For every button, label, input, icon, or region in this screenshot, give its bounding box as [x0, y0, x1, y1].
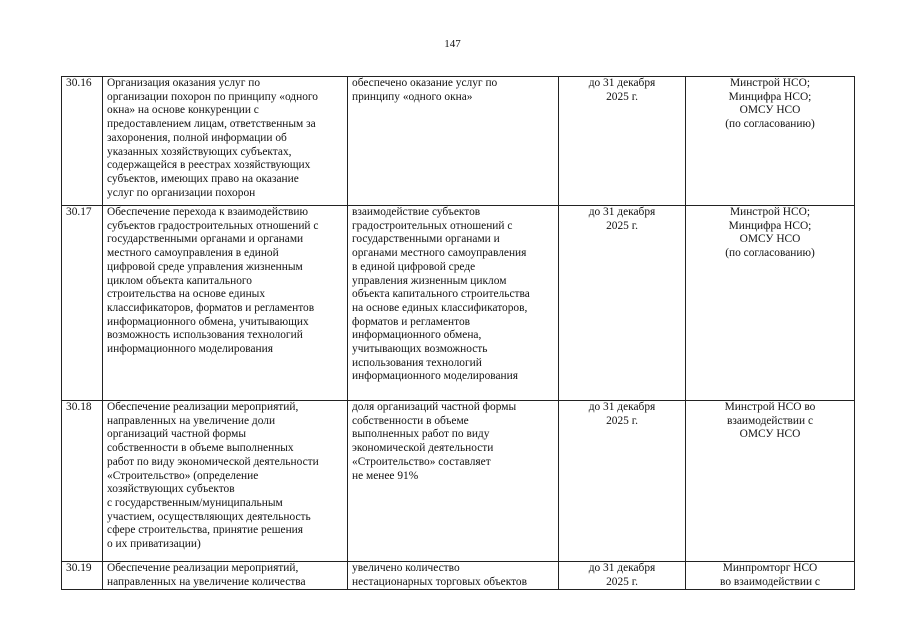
text-line: градостроительных отношений с: [352, 219, 513, 232]
text-line: доля организаций частной формы: [352, 401, 517, 413]
text-line: управления жизненным циклом: [352, 274, 507, 287]
text-line: выполненных работ по виду: [352, 428, 490, 441]
text-line: увеличено количество: [352, 562, 460, 574]
text-line: Минстрой НСО;: [729, 77, 811, 89]
text-line: до 31 декабря: [588, 206, 656, 218]
text-line: информационного моделирования: [107, 343, 273, 356]
task-description: [103, 401, 348, 562]
text-line: окна» на основе конкуренции с: [107, 104, 259, 117]
text-line: 2025 г.: [606, 575, 638, 588]
task-description: [103, 562, 348, 590]
task-description: [103, 206, 348, 401]
text-line: обеспечено оказание услуг по: [352, 77, 498, 89]
text-line: собственности в объеме: [352, 414, 469, 427]
text-line: учитывающих возможность: [352, 343, 488, 356]
text-line: государственными органами и органами: [107, 233, 304, 246]
responsible-executors: [686, 562, 855, 590]
text-line: на основе единых классификаторов,: [352, 301, 528, 314]
text-line: Организация оказания услуг по: [107, 77, 261, 89]
text-line: предоставлением лицам, ответственным за: [107, 118, 316, 131]
text-line: циклом объекта капитального: [107, 274, 252, 287]
text-line: в единой цифровой среде: [352, 260, 476, 273]
task-description: [103, 77, 348, 206]
text-line: экономической деятельности: [352, 442, 494, 455]
text-line: хозяйствующих субъектов: [107, 483, 235, 496]
text-line: строительства на основе единых: [107, 288, 266, 301]
text-line: 2025 г.: [606, 414, 638, 427]
expected-result: [348, 77, 559, 206]
text-line: Минстрой НСО во: [724, 401, 816, 413]
expected-result: [348, 401, 559, 562]
text-line: форматов и регламентов: [352, 315, 471, 328]
text-line: государственными органами и: [352, 233, 500, 246]
text-line: не менее 91%: [352, 469, 419, 482]
text-line: информационного обмена, учитывающих: [107, 315, 309, 328]
text-line: организаций частной формы: [107, 428, 247, 441]
text-line: «Строительство» составляет: [352, 455, 491, 468]
text-line: Обеспечение реализации мероприятий,: [107, 562, 299, 574]
text-line: органами местного самоуправления: [352, 247, 527, 260]
text-line: работ по виду экономической деятельности: [107, 455, 319, 468]
text-line: ОМСУ НСО: [739, 104, 801, 117]
text-line: во взаимодействии с: [720, 575, 820, 588]
text-line: с государственным/муниципальным: [107, 496, 283, 509]
text-line: (по согласованию): [725, 247, 815, 260]
item-number: 30.17: [62, 206, 103, 401]
text-line: услуг по организации похорон: [107, 186, 256, 199]
expected-result: [348, 562, 559, 590]
text-line: участием, осуществляющих деятельность: [107, 510, 311, 523]
text-line: возможность использования технологий: [107, 329, 303, 342]
item-number: 30.16: [62, 77, 103, 206]
text-line: принципу «одного окна»: [352, 90, 473, 103]
text-line: организации похорон по принципу «одного: [107, 90, 318, 103]
text-line: Обеспечение перехода к взаимодействию: [107, 206, 309, 218]
text-line: ОМСУ НСО: [739, 428, 801, 441]
table-row: [62, 562, 855, 590]
table-row: [62, 77, 855, 206]
table-row: [62, 206, 855, 401]
text-line: (по согласованию): [725, 118, 815, 131]
deadline: [559, 77, 686, 206]
text-line: информационного моделирования: [352, 370, 518, 383]
text-line: направленных на увеличение количества: [107, 575, 306, 588]
text-line: нестационарных торговых объектов: [352, 575, 528, 588]
text-line: до 31 декабря: [588, 562, 656, 574]
table-row: [62, 401, 855, 562]
text-line: 2025 г.: [606, 90, 638, 103]
text-line: Минцифра НСО;: [728, 219, 812, 232]
deadline: [559, 401, 686, 562]
expected-result: [348, 206, 559, 401]
responsible-executors: [686, 401, 855, 562]
responsible-executors: [686, 77, 855, 206]
text-line: субъектов градостроительных отношений с: [107, 219, 319, 232]
text-line: Минстрой НСО;: [729, 206, 811, 218]
page-number: 147: [444, 38, 461, 50]
deadline: [559, 206, 686, 401]
text-line: объекта капитального строительства: [352, 288, 530, 301]
text-line: о их приватизации): [107, 538, 201, 551]
text-line: собственности в объеме выполненных: [107, 442, 294, 455]
deadline: [559, 562, 686, 590]
text-line: до 31 декабря: [588, 77, 656, 89]
text-line: субъектов, имеющих право на оказание: [107, 172, 299, 185]
text-line: Обеспечение реализации мероприятий,: [107, 401, 299, 413]
text-line: до 31 декабря: [588, 401, 656, 413]
text-line: использования технологий: [352, 356, 482, 369]
text-line: Минцифра НСО;: [728, 90, 812, 103]
text-line: сфере строительства, принятие решения: [107, 524, 304, 537]
text-line: направленных на увеличение доли: [107, 414, 276, 427]
text-line: классификаторов, форматов и регламентов: [107, 301, 315, 314]
text-line: указанных хозяйствующих субъектах,: [107, 145, 292, 158]
item-number: 30.19: [62, 562, 103, 590]
text-line: взаимодействие субъектов: [352, 206, 481, 218]
text-line: местного самоуправления в единой: [107, 247, 279, 260]
plan-table: [61, 76, 855, 590]
text-line: взаимодействии с: [726, 414, 814, 427]
text-line: ОМСУ НСО: [739, 233, 801, 246]
text-line: цифровой среде управления жизненным: [107, 260, 303, 273]
item-number: 30.18: [62, 401, 103, 562]
text-line: информационного обмена,: [352, 329, 482, 342]
text-line: Минпромторг НСО: [722, 562, 818, 574]
text-line: 2025 г.: [606, 219, 638, 232]
text-line: содержащейся в реестрах хозяйствующих: [107, 159, 311, 172]
responsible-executors: [686, 206, 855, 401]
text-line: захоронения, полной информации об: [107, 131, 287, 144]
text-line: «Строительство» (определение: [107, 469, 259, 482]
